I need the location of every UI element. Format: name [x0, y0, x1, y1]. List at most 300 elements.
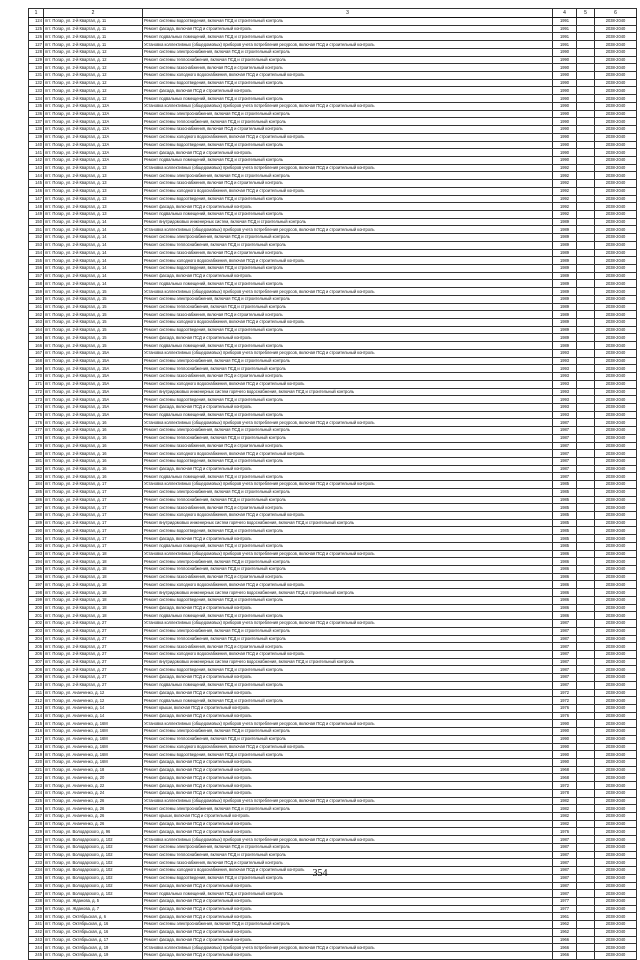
table-row	[29, 118, 637, 126]
row-empty-cell	[577, 180, 595, 188]
row-year: 1990	[553, 110, 577, 118]
row-period: 2038-2040	[595, 627, 637, 635]
table-row	[29, 635, 637, 643]
row-address: пгт. Погар, ул. 2-й Квартал, д. 15А	[44, 388, 143, 396]
row-period: 2038-2040	[595, 388, 637, 396]
row-number: 135	[29, 102, 44, 110]
row-work-type: Ремонт фасада, включая ПСД и строительный контроль	[143, 465, 553, 473]
row-work-type: Ремонт крыши, включая ПСД и строительный контроль	[143, 813, 553, 821]
row-empty-cell	[577, 643, 595, 651]
table-row	[29, 403, 637, 411]
row-work-type: Ремонт системы холодного водоснабжения, включая ПСД и строительный контроль	[143, 380, 553, 388]
row-address: пгт. Погар, ул. 2-й Квартал, д. 17	[44, 504, 143, 512]
table-row	[29, 928, 637, 936]
row-empty-cell	[577, 349, 595, 357]
row-empty-cell	[577, 210, 595, 218]
row-empty-cell	[577, 782, 595, 790]
row-work-type: Ремонт системы электроснабжения, включая ПСД и строительный контроль	[143, 357, 553, 365]
row-year: 1993	[553, 380, 577, 388]
row-number: 243	[29, 936, 44, 944]
row-work-type: Ремонт фасада, включая ПСД и строительный контроль	[143, 25, 553, 33]
row-number: 203	[29, 627, 44, 635]
row-number: 205	[29, 643, 44, 651]
table-row	[29, 195, 637, 203]
row-empty-cell	[577, 203, 595, 211]
row-number: 128	[29, 48, 44, 56]
table-row	[29, 25, 637, 33]
row-number: 167	[29, 349, 44, 357]
row-work-type: Ремонт системы газоснабжения, включая ПСД и строительный контроль	[143, 311, 553, 319]
table-row	[29, 411, 637, 419]
row-work-type: Ремонт системы теплоснабжения, включая ПСД и строительный контроль	[143, 118, 553, 126]
row-period: 2038-2040	[595, 689, 637, 697]
row-year: 1993	[553, 349, 577, 357]
row-empty-cell	[577, 658, 595, 666]
table-row	[29, 280, 637, 288]
row-empty-cell	[577, 427, 595, 435]
row-work-type: Установка коллективных (общедомовых) приборов учета потребления ресурсов, включая ПСД и строительный контроль	[143, 226, 553, 234]
row-address: пгт. Погар, ул. Октябрьская, д. 17	[44, 936, 143, 944]
row-work-type: Установка коллективных (общедомовых) приборов учета потребления ресурсов, включая ПСД и строительный контроль	[143, 41, 553, 49]
row-address: пгт. Погар, ул. Ананченко, д. 14	[44, 712, 143, 720]
table-row	[29, 527, 637, 535]
row-work-type: Ремонт фасада, включая ПСД и строительный контроль	[143, 272, 553, 280]
row-work-type: Ремонт системы холодного водоснабжения, включая ПСД и строительный контроль	[143, 72, 553, 80]
row-work-type: Ремонт системы теплоснабжения, включая ПСД и строительный контроль	[143, 365, 553, 373]
row-work-type: Ремонт системы теплоснабжения, включая ПСД и строительный контроль	[143, 851, 553, 859]
table-row	[29, 265, 637, 273]
row-work-type: Ремонт подвальных помещений, включая ПСД и строительный контроль	[143, 411, 553, 419]
row-empty-cell	[577, 596, 595, 604]
row-number: 155	[29, 257, 44, 265]
row-empty-cell	[577, 759, 595, 767]
table-row	[29, 550, 637, 558]
row-period: 2038-2040	[595, 805, 637, 813]
row-empty-cell	[577, 913, 595, 921]
row-year: 1989	[553, 226, 577, 234]
row-work-type: Ремонт внутридомовых инженерных систем горячего водоснабжения, включая ПСД и строительный контроль	[143, 388, 553, 396]
table-row	[29, 542, 637, 550]
row-address: пгт. Погар, ул. 2-й Квартал, д. 15	[44, 319, 143, 327]
row-empty-cell	[577, 944, 595, 952]
table-row	[29, 566, 637, 574]
table-row	[29, 79, 637, 87]
row-number: 209	[29, 674, 44, 682]
row-year: 1972	[553, 782, 577, 790]
row-period: 2038-2040	[595, 249, 637, 257]
row-year: 1987	[553, 627, 577, 635]
row-year: 1978	[553, 789, 577, 797]
row-work-type: Ремонт системы теплоснабжения, включая ПСД и строительный контроль	[143, 241, 553, 249]
row-address: пгт. Погар, ул. Володарского, д. 102	[44, 851, 143, 859]
row-empty-cell	[577, 48, 595, 56]
row-period: 2038-2040	[595, 712, 637, 720]
row-period: 2038-2040	[595, 79, 637, 87]
table-row	[29, 813, 637, 821]
table-row	[29, 851, 637, 859]
row-empty-cell	[577, 712, 595, 720]
row-year: 1986	[553, 596, 577, 604]
row-work-type: Ремонт системы холодного водоснабжения, включая ПСД и строительный контроль	[143, 743, 553, 751]
row-number: 219	[29, 751, 44, 759]
row-work-type: Ремонт подвальных помещений, включая ПСД и строительный контроль	[143, 697, 553, 705]
table-row	[29, 913, 637, 921]
row-address: пгт. Погар, ул. 2-й Квартал, д. 17	[44, 519, 143, 527]
row-year: 1989	[553, 265, 577, 273]
row-empty-cell	[577, 25, 595, 33]
table-row	[29, 720, 637, 728]
table-row	[29, 249, 637, 257]
row-period: 2038-2040	[595, 550, 637, 558]
row-period: 2038-2040	[595, 944, 637, 952]
row-work-type: Ремонт системы холодного водоснабжения, включая ПСД и строительный контроль	[143, 650, 553, 658]
row-work-type: Ремонт системы теплоснабжения, включая ПСД и строительный контроль	[143, 303, 553, 311]
row-empty-cell	[577, 172, 595, 180]
row-address: пгт. Погар, ул. 2-й Квартал, д. 15	[44, 311, 143, 319]
row-work-type: Ремонт фасада, включая ПСД и строительный контроль	[143, 535, 553, 543]
table-row	[29, 226, 637, 234]
row-number: 179	[29, 442, 44, 450]
row-empty-cell	[577, 481, 595, 489]
table-row	[29, 519, 637, 527]
row-empty-cell	[577, 156, 595, 164]
row-year: 1966	[553, 944, 577, 952]
row-address: пгт. Погар, ул. 2-й Квартал, д. 12А	[44, 126, 143, 134]
row-address: пгт. Погар, ул. Володарского, д. 102	[44, 859, 143, 867]
row-year: 1976	[553, 712, 577, 720]
row-number: 227	[29, 813, 44, 821]
table-row	[29, 349, 637, 357]
row-year: 1992	[553, 210, 577, 218]
table-row	[29, 612, 637, 620]
row-period: 2038-2040	[595, 504, 637, 512]
table-row	[29, 774, 637, 782]
row-empty-cell	[577, 851, 595, 859]
row-empty-cell	[577, 133, 595, 141]
row-work-type: Ремонт системы теплоснабжения, включая ПСД и строительный контроль	[143, 566, 553, 574]
row-number: 156	[29, 265, 44, 273]
row-period: 2038-2040	[595, 928, 637, 936]
row-work-type: Ремонт системы электроснабжения, включая ПСД и строительный контроль	[143, 48, 553, 56]
row-period: 2038-2040	[595, 87, 637, 95]
row-period: 2038-2040	[595, 789, 637, 797]
row-work-type: Ремонт системы водоотведения, включая ПСД и строительный контроль	[143, 527, 553, 535]
row-address: пгт. Погар, ул. Ананченко, д. 16М	[44, 720, 143, 728]
row-address: пгт. Погар, ул. 2-й Квартал, д. 18	[44, 596, 143, 604]
row-year: 1982	[553, 797, 577, 805]
row-work-type: Ремонт фасада, включая ПСД и строительный контроль	[143, 149, 553, 157]
row-number: 193	[29, 550, 44, 558]
row-address: пгт. Погар, ул. Ананченко, д. 14	[44, 704, 143, 712]
row-address: пгт. Погар, ул. 2-й Квартал, д. 12А	[44, 149, 143, 157]
row-period: 2038-2040	[595, 349, 637, 357]
row-address: пгт. Погар, ул. 2-й Квартал, д. 12	[44, 87, 143, 95]
row-empty-cell	[577, 550, 595, 558]
row-work-type: Ремонт подвальных помещений, включая ПСД и строительный контроль	[143, 280, 553, 288]
table-row	[29, 797, 637, 805]
row-year: 1972	[553, 697, 577, 705]
row-period: 2038-2040	[595, 488, 637, 496]
row-period: 2038-2040	[595, 519, 637, 527]
row-address: пгт. Погар, ул. 2-й Квартал, д. 15	[44, 326, 143, 334]
table-row	[29, 820, 637, 828]
row-empty-cell	[577, 434, 595, 442]
row-year: 1987	[553, 419, 577, 427]
row-year: 1990	[553, 48, 577, 56]
row-year: 1987	[553, 859, 577, 867]
row-address: пгт. Погар, ул. Ананченко, д. 24	[44, 789, 143, 797]
row-year: 1990	[553, 72, 577, 80]
table-row	[29, 218, 637, 226]
row-address: пгт. Погар, ул. Октябрьская, д. 6	[44, 913, 143, 921]
row-address: пгт. Погар, ул. 2-й Квартал, д. 14	[44, 234, 143, 242]
row-year: 1986	[553, 573, 577, 581]
row-address: пгт. Погар, ул. 2-й Квартал, д. 14	[44, 226, 143, 234]
row-number: 204	[29, 635, 44, 643]
row-empty-cell	[577, 280, 595, 288]
row-empty-cell	[577, 457, 595, 465]
row-empty-cell	[577, 234, 595, 242]
row-work-type: Ремонт фасада, включая ПСД и строительный контроль	[143, 928, 553, 936]
row-period: 2038-2040	[595, 411, 637, 419]
table-row	[29, 126, 637, 134]
row-period: 2038-2040	[595, 373, 637, 381]
row-number: 173	[29, 396, 44, 404]
row-year: 1992	[553, 172, 577, 180]
row-number: 139	[29, 133, 44, 141]
row-period: 2038-2040	[595, 720, 637, 728]
row-year: 1990	[553, 141, 577, 149]
row-address: пгт. Погар, ул. Октябрьская, д. 19	[44, 944, 143, 952]
row-period: 2038-2040	[595, 612, 637, 620]
row-year: 1987	[553, 434, 577, 442]
row-number: 202	[29, 620, 44, 628]
row-period: 2038-2040	[595, 681, 637, 689]
row-period: 2038-2040	[595, 156, 637, 164]
row-year: 1989	[553, 303, 577, 311]
table-row	[29, 156, 637, 164]
table-row	[29, 41, 637, 49]
row-period: 2038-2040	[595, 897, 637, 905]
row-year: 1982	[553, 805, 577, 813]
table-row	[29, 257, 637, 265]
row-number: 196	[29, 573, 44, 581]
row-work-type: Ремонт фасада, включая ПСД и строительный контроль	[143, 87, 553, 95]
row-address: пгт. Погар, ул. Ананченко, д. 26	[44, 805, 143, 813]
row-work-type: Ремонт подвальных помещений, включая ПСД и строительный контроль	[143, 210, 553, 218]
row-work-type: Ремонт системы водоотведения, включая ПСД и строительный контроль	[143, 79, 553, 87]
table-row	[29, 843, 637, 851]
row-period: 2038-2040	[595, 882, 637, 890]
row-number: 187	[29, 504, 44, 512]
header-col-2: 2	[44, 9, 143, 18]
table-row	[29, 203, 637, 211]
table-row	[29, 712, 637, 720]
row-empty-cell	[577, 512, 595, 520]
table-row	[29, 496, 637, 504]
table-row	[29, 581, 637, 589]
row-number: 232	[29, 851, 44, 859]
row-address: пгт. Погар, ул. 2-й Квартал, д. 17	[44, 512, 143, 520]
row-empty-cell	[577, 689, 595, 697]
row-number: 238	[29, 897, 44, 905]
row-work-type: Ремонт фасада, включая ПСД и строительный контроль	[143, 674, 553, 682]
row-number: 181	[29, 457, 44, 465]
row-work-type: Установка коллективных (общедомовых) приборов учета потребления ресурсов, включая ПСД и строительный контроль	[143, 102, 553, 110]
row-address: пгт. Погар, ул. Ананченко, д. 16М	[44, 735, 143, 743]
row-year: 1987	[553, 457, 577, 465]
row-year: 1987	[553, 874, 577, 882]
row-work-type: Ремонт системы водоотведения, включая ПСД и строительный контроль	[143, 396, 553, 404]
row-number: 165	[29, 334, 44, 342]
row-work-type: Ремонт внутридомовых инженерных систем горячего водоснабжения, включая ПСД и строительный контроль	[143, 589, 553, 597]
row-empty-cell	[577, 805, 595, 813]
row-address: пгт. Погар, ул. 2-й Квартал, д. 14	[44, 249, 143, 257]
row-number: 126	[29, 33, 44, 41]
row-period: 2038-2040	[595, 890, 637, 898]
row-work-type: Ремонт системы холодного водоснабжения, включая ПСД и строительный контроль	[143, 133, 553, 141]
row-work-type: Ремонт крыши, включая ПСД и строительный контроль	[143, 704, 553, 712]
row-number: 226	[29, 805, 44, 813]
row-number: 151	[29, 226, 44, 234]
header-col-6: 6	[595, 9, 637, 18]
row-address: пгт. Погар, ул. 2-й Квартал, д. 15А	[44, 373, 143, 381]
row-year: 1989	[553, 272, 577, 280]
row-number: 160	[29, 295, 44, 303]
row-empty-cell	[577, 751, 595, 759]
row-number: 236	[29, 882, 44, 890]
row-year: 1987	[553, 442, 577, 450]
row-address: пгт. Погар, ул. 2-й Квартал, д. 16	[44, 450, 143, 458]
row-work-type: Ремонт фасада, включая ПСД и строительный контроль	[143, 774, 553, 782]
table-row	[29, 859, 637, 867]
row-empty-cell	[577, 396, 595, 404]
row-period: 2038-2040	[595, 496, 637, 504]
row-number: 233	[29, 859, 44, 867]
row-empty-cell	[577, 620, 595, 628]
row-year: 1968	[553, 774, 577, 782]
row-work-type: Ремонт системы электроснабжения, включая ПСД и строительный контроль	[143, 843, 553, 851]
table-row	[29, 241, 637, 249]
table-row	[29, 334, 637, 342]
row-empty-cell	[577, 64, 595, 72]
table-row	[29, 234, 637, 242]
row-empty-cell	[577, 241, 595, 249]
row-address: пгт. Погар, ул. 2-й Квартал, д. 12А	[44, 102, 143, 110]
row-number: 150	[29, 218, 44, 226]
row-year: 1986	[553, 612, 577, 620]
row-period: 2038-2040	[595, 257, 637, 265]
row-work-type: Ремонт системы водоотведения, включая ПСД и строительный контроль	[143, 326, 553, 334]
row-number: 235	[29, 874, 44, 882]
row-year: 1987	[553, 674, 577, 682]
row-period: 2038-2040	[595, 843, 637, 851]
row-work-type: Ремонт системы газоснабжения, включая ПСД и строительный контроль	[143, 373, 553, 381]
header-col-5: 5	[577, 9, 595, 18]
row-year: 1993	[553, 373, 577, 381]
row-address: пгт. Погар, ул. 2-й Квартал, д. 15	[44, 295, 143, 303]
row-number: 144	[29, 172, 44, 180]
row-year: 1982	[553, 813, 577, 821]
table-row	[29, 766, 637, 774]
row-address: пгт. Погар, ул. 2-й Квартал, д. 27	[44, 620, 143, 628]
row-empty-cell	[577, 635, 595, 643]
row-work-type: Ремонт фасада, включая ПСД и строительный контроль	[143, 820, 553, 828]
row-year: 1985	[553, 512, 577, 520]
row-number: 158	[29, 280, 44, 288]
row-empty-cell	[577, 921, 595, 929]
row-period: 2038-2040	[595, 234, 637, 242]
row-year: 1987	[553, 681, 577, 689]
row-number: 137	[29, 118, 44, 126]
row-year: 1993	[553, 396, 577, 404]
row-year: 1993	[553, 365, 577, 373]
row-number: 166	[29, 342, 44, 350]
row-number: 207	[29, 658, 44, 666]
row-period: 2038-2040	[595, 836, 637, 844]
row-work-type: Установка коллективных (общедомовых) приборов учета потребления ресурсов, включая ПСД и строительный контроль	[143, 620, 553, 628]
row-period: 2038-2040	[595, 728, 637, 736]
row-empty-cell	[577, 365, 595, 373]
table-row	[29, 342, 637, 350]
row-work-type: Ремонт системы электроснабжения, включая ПСД и строительный контроль	[143, 805, 553, 813]
row-year: 1985	[553, 519, 577, 527]
row-address: пгт. Погар, ул. 2-й Квартал, д. 13	[44, 172, 143, 180]
table-row	[29, 311, 637, 319]
row-work-type: Ремонт фасада, включая ПСД и строительный контроль	[143, 882, 553, 890]
row-address: пгт. Погар, ул. 2-й Квартал, д. 14	[44, 265, 143, 273]
row-empty-cell	[577, 79, 595, 87]
row-period: 2038-2040	[595, 403, 637, 411]
row-number: 224	[29, 789, 44, 797]
table-row	[29, 95, 637, 103]
row-empty-cell	[577, 102, 595, 110]
table-row	[29, 149, 637, 157]
row-empty-cell	[577, 442, 595, 450]
row-number: 172	[29, 388, 44, 396]
row-work-type: Ремонт внутридомовых инженерных систем, включая ПСД и строительный контроль	[143, 218, 553, 226]
row-work-type: Ремонт системы газоснабжения, включая ПСД и строительный контроль	[143, 573, 553, 581]
row-empty-cell	[577, 334, 595, 342]
row-number: 125	[29, 25, 44, 33]
table-row	[29, 187, 637, 195]
row-empty-cell	[577, 519, 595, 527]
row-period: 2038-2040	[595, 674, 637, 682]
row-empty-cell	[577, 882, 595, 890]
table-row	[29, 210, 637, 218]
row-work-type: Ремонт системы водоотведения, включая ПСД и строительный контроль	[143, 874, 553, 882]
row-work-type: Ремонт подвальных помещений, включая ПСД и строительный контроль	[143, 612, 553, 620]
row-address: пгт. Погар, ул. 2-й Квартал, д. 16	[44, 457, 143, 465]
row-number: 142	[29, 156, 44, 164]
row-year: 1987	[553, 882, 577, 890]
row-work-type: Ремонт системы водоотведения, включая ПСД и строительный контроль	[143, 666, 553, 674]
row-empty-cell	[577, 666, 595, 674]
row-number: 188	[29, 512, 44, 520]
row-period: 2038-2040	[595, 905, 637, 913]
table-row	[29, 48, 637, 56]
row-work-type: Установка коллективных (общедомовых) приборов учета потребления ресурсов, включая ПСД и строительный контроль	[143, 836, 553, 844]
table-row	[29, 481, 637, 489]
row-number: 162	[29, 311, 44, 319]
row-empty-cell	[577, 164, 595, 172]
row-number: 241	[29, 921, 44, 929]
row-address: пгт. Погар, ул. Володарского, д. 102	[44, 882, 143, 890]
row-empty-cell	[577, 33, 595, 41]
table-row	[29, 380, 637, 388]
row-work-type: Ремонт системы газоснабжения, включая ПСД и строительный контроль	[143, 249, 553, 257]
row-number: 199	[29, 596, 44, 604]
